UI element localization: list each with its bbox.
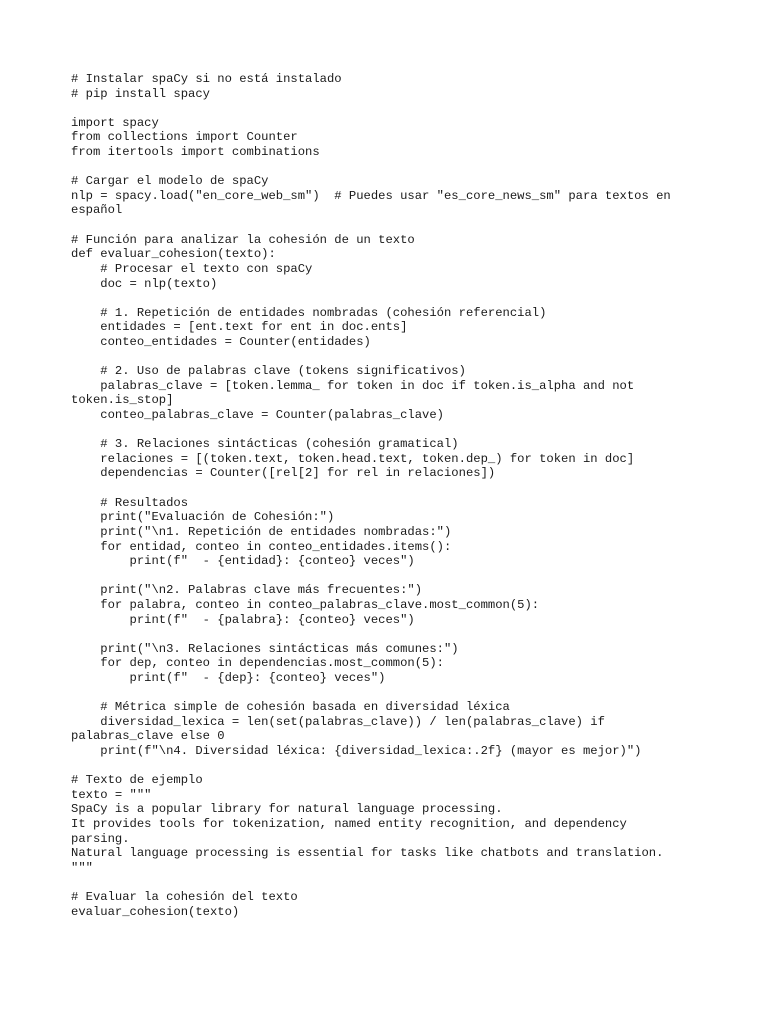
code-line: for entidad, conteo in conteo_entidades.items(): — [71, 539, 452, 554]
code-line: evaluar_cohesion(texto) — [71, 904, 240, 919]
code-line: Natural language processing is essential for tasks like chatbots and translation. — [71, 846, 664, 861]
blank-line — [71, 481, 711, 496]
code-listing — [71, 72, 711, 919]
code-line: print("\n2. Palabras clave más frecuentes:") — [71, 583, 423, 598]
code-line: from itertools import combinations — [71, 145, 320, 160]
code-line: # Cargar el modelo de spaCy — [71, 174, 269, 189]
code-line: # Texto de ejemplo — [71, 773, 203, 788]
code-line: palabras_clave else 0 — [71, 729, 225, 744]
code-line: print(f"\n4. Diversidad léxica: {diversidad_lexica:.2f} (mayor es mejor)") — [71, 744, 642, 759]
code-line: relaciones = [(token.text, token.head.text, token.dep_) for token in doc] — [71, 451, 635, 466]
code-line: print("Evaluación de Cohesión:") — [71, 510, 335, 525]
code-line: print("\n1. Repetición de entidades nombradas:") — [71, 524, 452, 539]
code-line: print(f" - {entidad}: {conteo} veces") — [71, 554, 415, 569]
code-line: print(f" - {dep}: {conteo} veces") — [71, 670, 386, 685]
code-line: # 3. Relaciones sintácticas (cohesión gramatical) — [71, 437, 459, 452]
code-line: palabras_clave = [token.lemma_ for token in doc if token.is_alpha and not — [71, 378, 635, 393]
code-line: # Métrica simple de cohesión basada en diversidad léxica — [71, 700, 510, 715]
blank-line — [71, 160, 711, 175]
code-line: entidades = [ent.text for ent in doc.ents] — [71, 320, 408, 335]
blank-line — [71, 876, 711, 891]
blank-line — [71, 759, 711, 774]
code-line: from collections import Counter — [71, 130, 298, 145]
code-line: # Evaluar la cohesión del texto — [71, 890, 298, 905]
code-line: def evaluar_cohesion(texto): — [71, 247, 276, 262]
code-line: # Instalar spaCy si no está instalado — [71, 72, 342, 86]
code-line: doc = nlp(texto) — [71, 276, 218, 291]
code-line: for dep, conteo in dependencias.most_common(5): — [71, 656, 444, 671]
blank-line — [71, 350, 711, 365]
code-line: print(f" - {palabra}: {conteo} veces") — [71, 612, 415, 627]
code-line: parsing. — [71, 831, 130, 846]
code-line: # Función para analizar la cohesión de un texto — [71, 232, 415, 247]
code-line: texto = """ — [71, 787, 152, 802]
blank-line — [71, 101, 711, 116]
blank-line — [71, 423, 711, 438]
blank-line — [71, 686, 711, 701]
code-line: # pip install spacy — [71, 86, 210, 101]
code-line: diversidad_lexica = len(set(palabras_clave)) / len(palabras_clave) if — [71, 714, 605, 729]
blank-line — [71, 218, 711, 233]
code-line: dependencias = Counter([rel[2] for rel in relaciones]) — [71, 466, 496, 481]
code-line: # Procesar el texto con spaCy — [71, 261, 313, 276]
code-line: conteo_entidades = Counter(entidades) — [71, 334, 371, 349]
code-line: # Resultados — [71, 495, 189, 510]
code-line: # 2. Uso de palabras clave (tokens significativos) — [71, 364, 466, 379]
code-line: import spacy — [71, 115, 159, 130]
code-line: """ — [71, 860, 93, 875]
code-line: for palabra, conteo in conteo_palabras_clave.most_common(5): — [71, 597, 540, 612]
code-line: nlp = spacy.load("en_core_web_sm") # Puedes usar "es_core_news_sm" para textos en — [71, 188, 671, 203]
code-line: print("\n3. Relaciones sintácticas más comunes:") — [71, 641, 459, 656]
code-line: conteo_palabras_clave = Counter(palabras_clave) — [71, 408, 444, 423]
code-line: token.is_stop] — [71, 393, 174, 408]
code-line: # 1. Repetición de entidades nombradas (cohesión referencial) — [71, 305, 547, 320]
blank-line — [71, 291, 711, 306]
blank-line — [71, 627, 711, 642]
code-line: It provides tools for tokenization, named entity recognition, and dependency — [71, 817, 627, 832]
blank-line — [71, 569, 711, 584]
code-line: SpaCy is a popular library for natural language processing. — [71, 802, 503, 817]
code-line: español — [71, 203, 123, 218]
